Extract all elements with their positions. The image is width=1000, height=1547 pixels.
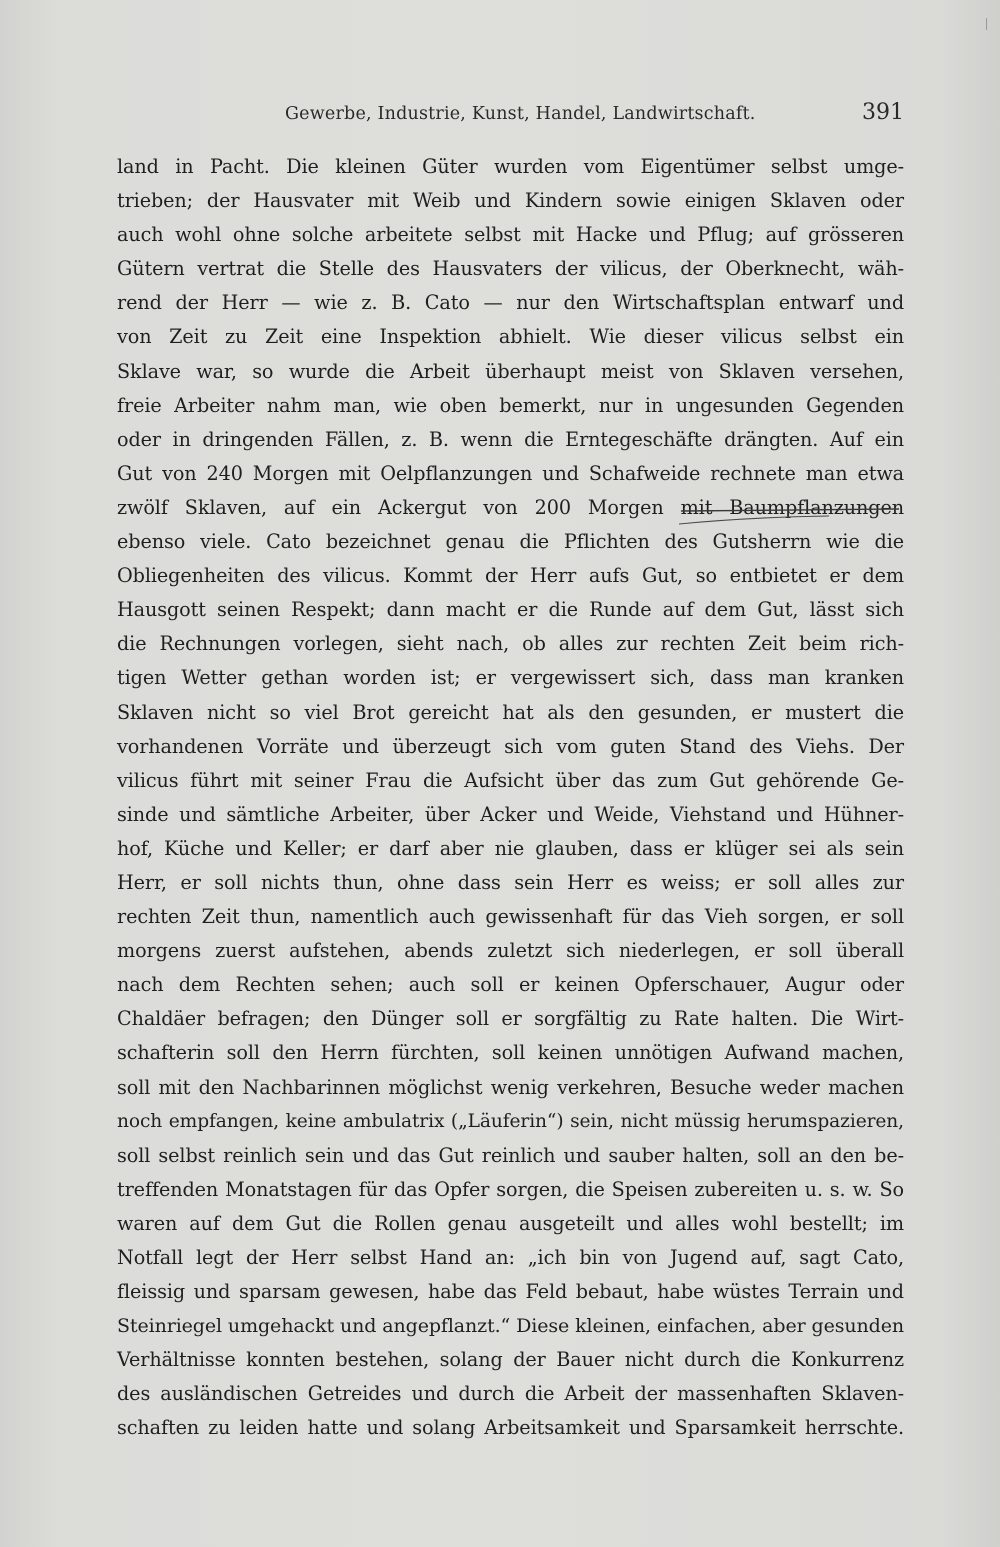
- text-line: freie Arbeiter nahm man, wie oben bemerkt, nur in ungesunden Gegenden: [117, 393, 904, 417]
- text-line: rechten Zeit thun, namentlich auch gewissenhaft für das Vieh sorgen, er soll: [117, 905, 904, 929]
- text-line: hof, Küche und Keller; er darf aber nie glauben, dass er klüger sei als sein: [117, 836, 904, 860]
- page-number: 391: [862, 100, 904, 125]
- page-edge-mark: [986, 18, 987, 30]
- text-line: schafterin soll den Herrn fürchten, soll keinen unnötigen Aufwand machen,: [117, 1041, 904, 1065]
- body-text: [117, 150, 904, 1446]
- text-line: Notfall legt der Herr selbst Hand an: „ich bin von Jugend auf, sagt Cato,: [117, 1246, 904, 1269]
- text-line: Sklaven nicht so viel Brot gereicht hat als den gesunden, er mustert die: [117, 700, 904, 724]
- text-line: ebenso viele. Cato bezeichnet genau die Pflichten des Gutsherrn wie die: [117, 530, 904, 554]
- text-line: vilicus führt mit seiner Frau die Aufsicht über das zum Gut gehörende Ge-: [117, 768, 904, 792]
- text-line: die Rechnungen vorlegen, sieht nach, ob alles zur rechten Zeit beim rich-: [117, 632, 904, 656]
- text-line: Sklave war, so wurde die Arbeit überhaupt meist von Sklaven versehen,: [117, 359, 904, 383]
- text-line: Verhältnisse konnten bestehen, solang der Bauer nicht durch die Konkurrenz: [117, 1348, 904, 1372]
- text-line: Chaldäer befragen; den Dünger soll er sorgfältig zu Rate halten. Die Wirt-: [117, 1007, 904, 1031]
- text-line: fleissig und sparsam gewesen, habe das Feld bebaut, habe wüstes Terrain und: [117, 1280, 904, 1304]
- text-line: schaften zu leiden hatte und solang Arbeitsamkeit und Sparsamkeit herrschte.: [117, 1416, 904, 1440]
- text-line: soll selbst reinlich sein und das Gut reinlich und sauber halten, soll an den be-: [117, 1143, 904, 1167]
- running-head: Gewerbe, Industrie, Kunst, Handel, Landwirtschaft.: [285, 104, 756, 124]
- text-line: Gut von 240 Morgen mit Oelpflanzungen und Schafweide rechnete man etwa: [117, 461, 904, 485]
- text-line: oder in dringenden Fällen, z. B. wenn die Erntegeschäfte drängten. Auf ein: [117, 427, 904, 451]
- text-line: noch empfangen, keine ambulatrix („Läuferin“) sein, nicht müssig herumspazieren,: [117, 1110, 904, 1132]
- text-line: treffenden Monatstagen für das Opfer sorgen, die Speisen zubereiten u. s. w. So: [117, 1177, 904, 1201]
- page-header: [117, 100, 904, 130]
- text-line: morgens zuerst aufstehen, abends zuletzt sich niederlegen, er soll überall: [117, 939, 904, 963]
- text-line: von Zeit zu Zeit eine Inspektion abhielt. Wie dieser vilicus selbst ein: [117, 325, 904, 349]
- text-line: Steinriegel umgehackt und angepflanzt.“ Diese kleinen, einfachen, aber gesunden: [117, 1315, 904, 1338]
- text-line: sinde und sämtliche Arbeiter, über Acker und Weide, Viehstand und Hühner-: [117, 802, 904, 826]
- text-line: rend der Herr — wie z. B. Cato — nur den Wirtschaftsplan entwarf und: [117, 291, 904, 315]
- text-line: soll mit den Nachbarinnen möglichst wenig verkehren, Besuche weder machen: [117, 1075, 904, 1099]
- text-line: waren auf dem Gut die Rollen genau ausgeteilt und alles wohl bestellt; im: [117, 1211, 904, 1235]
- text-line: zwölf Sklaven, auf ein Ackergut von 200 Morgen mit Baumpflanzungen: [117, 495, 904, 519]
- text-line: auch wohl ohne solche arbeitete selbst mit Hacke und Pflug; auf grösseren: [117, 223, 904, 247]
- text-line: nach dem Rechten sehen; auch soll er keinen Opferschauer, Augur oder: [117, 973, 904, 997]
- text-line: Obliegenheiten des vilicus. Kommt der Herr aufs Gut, so entbietet er dem: [117, 564, 904, 588]
- text-line: des ausländischen Getreides und durch die Arbeit der massenhaften Sklaven-: [117, 1382, 904, 1406]
- text-line: vorhandenen Vorräte und überzeugt sich vom guten Stand des Viehs. Der: [117, 734, 904, 758]
- text-line: tigen Wetter gethan worden ist; er vergewissert sich, dass man kranken: [117, 666, 904, 690]
- text-line: Gütern vertrat die Stelle des Hausvaters der vilicus, der Oberknecht, wäh-: [117, 257, 904, 281]
- text-line: Hausgott seinen Respekt; dann macht er die Runde auf dem Gut, lässt sich: [117, 598, 904, 622]
- text-line: land in Pacht. Die kleinen Güter wurden vom Eigentümer selbst umge-: [117, 155, 904, 178]
- text-line: Herr, er soll nichts thun, ohne dass sein Herr es weiss; er soll alles zur: [117, 870, 904, 894]
- text-line: trieben; der Hausvater mit Weib und Kindern sowie einigen Sklaven oder: [117, 189, 904, 213]
